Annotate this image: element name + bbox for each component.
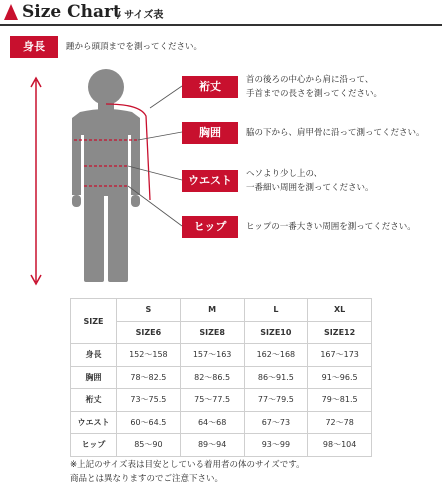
footnote xyxy=(70,458,305,486)
table-cell: 85～90 xyxy=(117,434,181,457)
row-label: 裄丈 xyxy=(71,389,117,412)
sleeve-description xyxy=(246,73,382,101)
chest-tag-label: 胸囲 xyxy=(199,126,221,139)
row-label: ウエスト xyxy=(71,411,117,434)
table-cell: 152～158 xyxy=(117,344,181,367)
chest-desc-line-1: 脇の下から、肩甲骨に沿って測ってください。 xyxy=(246,128,425,138)
sleeve-connector xyxy=(150,86,182,108)
row-label: 身長 xyxy=(71,344,117,367)
table-row xyxy=(71,389,372,412)
footnote-line-2: 商品とは異なりますのでご注意下さい。 xyxy=(70,474,224,484)
table-cell: 64～68 xyxy=(180,411,244,434)
person-silhouette xyxy=(72,69,140,282)
hip-description xyxy=(246,220,416,234)
waist-description xyxy=(246,167,374,195)
waist-tag-label: ウエスト xyxy=(188,174,232,187)
waist-desc-line-2: 一番細い周囲を測ってください。 xyxy=(246,183,374,193)
table-cell: 167～173 xyxy=(308,344,372,367)
hip-tag-label: ヒップ xyxy=(193,220,227,233)
table-cell: 93～99 xyxy=(244,434,308,457)
table-row xyxy=(71,411,372,434)
height-description: 踵から頭頂までを測ってください。 xyxy=(66,42,203,52)
table-row xyxy=(71,366,372,389)
size-code-cell: SIZE6 xyxy=(117,321,181,344)
table-code-row xyxy=(71,321,372,344)
table-cell: 157～163 xyxy=(180,344,244,367)
row-label: ヒップ xyxy=(71,434,117,457)
row-label: 胸囲 xyxy=(71,366,117,389)
table-row xyxy=(71,434,372,457)
size-header-xl: XL xyxy=(308,299,372,322)
waist-desc-line-1: ヘソより少し上の、 xyxy=(246,169,323,179)
size-code-cell: SIZE12 xyxy=(308,321,372,344)
size-header-m: M xyxy=(180,299,244,322)
table-cell: 77～79.5 xyxy=(244,389,308,412)
sleeve-desc-line-2: 手首までの長さを測ってください。 xyxy=(246,89,383,99)
hip-desc-line-1: ヒップの一番大きい周囲を測ってください。 xyxy=(246,222,416,232)
size-header-s: S xyxy=(117,299,181,322)
chest-tag xyxy=(182,122,238,144)
table-cell: 162～168 xyxy=(244,344,308,367)
sleeve-desc-line-1: 首の後ろの中心から肩に沿って、 xyxy=(246,75,374,85)
size-code-cell: SIZE10 xyxy=(244,321,308,344)
table-cell: 75～77.5 xyxy=(180,389,244,412)
page-subtitle: / サイズ表 xyxy=(117,10,164,21)
footnote-line-1: ※上記のサイズ表は目安としている着用者の体のサイズです。 xyxy=(70,460,305,470)
sleeve-tag xyxy=(182,76,238,98)
table-cell: 60～64.5 xyxy=(117,411,181,434)
size-code-cell: SIZE8 xyxy=(180,321,244,344)
table-cell: 72～78 xyxy=(308,411,372,434)
table-cell: 79～81.5 xyxy=(308,389,372,412)
table-cell: 91～96.5 xyxy=(308,366,372,389)
table-cell: 98～104 xyxy=(308,434,372,457)
chest-description xyxy=(246,126,425,140)
hip-tag xyxy=(182,216,238,238)
table-cell: 86～91.5 xyxy=(244,366,308,389)
table-row xyxy=(71,344,372,367)
size-header-l: L xyxy=(244,299,308,322)
chest-connector xyxy=(138,132,182,140)
sleeve-tag-label: 裄丈 xyxy=(199,80,221,93)
waist-tag xyxy=(182,170,238,192)
size-table xyxy=(70,298,372,457)
height-tag-label: 身長 xyxy=(23,40,45,53)
size-corner-cell: SIZE xyxy=(71,299,117,344)
table-cell: 82～86.5 xyxy=(180,366,244,389)
table-cell: 73～75.5 xyxy=(117,389,181,412)
page-title: Size Chart xyxy=(22,2,121,22)
table-header-row xyxy=(71,299,372,322)
table-cell: 89～94 xyxy=(180,434,244,457)
table-cell: 78～82.5 xyxy=(117,366,181,389)
table-cell: 67～73 xyxy=(244,411,308,434)
